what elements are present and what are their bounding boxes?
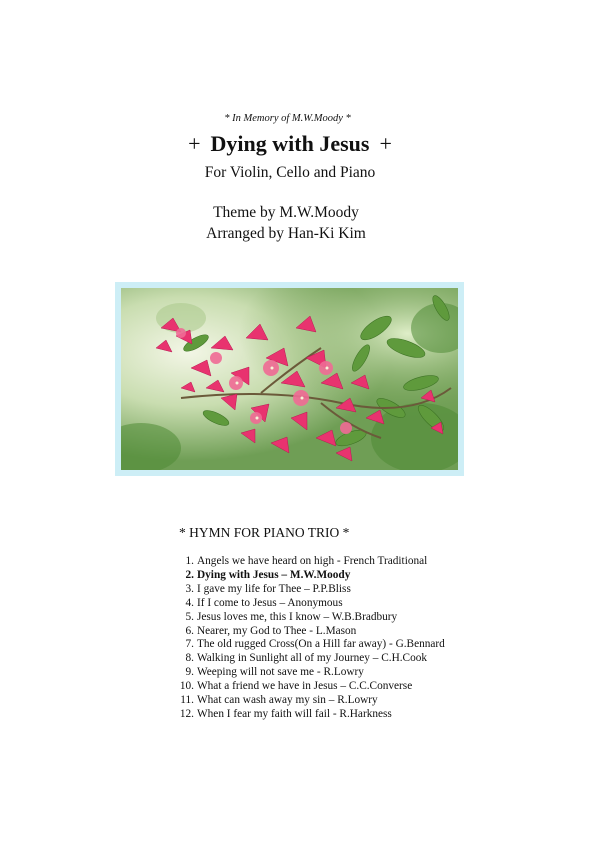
hymn-item: 10. What a friend we have in Jesus – C.C.Converse	[179, 680, 413, 693]
hymn-item: 1. Angels we have heard on high - French Traditional	[185, 555, 428, 567]
hymn-item: 12. When I fear my faith will fail - R.Harkness	[179, 707, 392, 720]
hymn-list-heading: * HYMN FOR PIANO TRIO *	[179, 525, 350, 540]
flower-illustration	[121, 288, 458, 470]
hymn-item: 8. Walking in Sunlight all of my Journey – C.H.Cook	[185, 652, 428, 665]
cross-right: +	[379, 131, 392, 156]
theme-credit: Theme by M.W.Moody	[213, 204, 359, 221]
instrumentation-subtitle: For Violin, Cello and Piano	[204, 164, 376, 181]
hymn-item: 11. What can wash away my sin – R.Lowry	[180, 694, 378, 707]
hymn-item: 4. If I come to Jesus – Anonymous	[185, 596, 343, 609]
cover-photo-frame	[115, 282, 464, 476]
hymn-item-current: 2. Dying with Jesus – M.W.Moody	[185, 568, 351, 581]
hymn-item: 3. I gave my life for Thee – P.P.Bliss	[185, 582, 351, 595]
hymn-item: 9. Weeping will not save me - R.Lowry	[185, 666, 364, 679]
memorial-dedication: * In Memory of M.W.Moody *	[224, 113, 351, 124]
hymn-item: 6. Nearer, my God to Thee - L.Mason	[185, 624, 357, 637]
hymn-item: 5. Jesus loves me, this I know – W.B.Bradbury	[185, 610, 398, 623]
arranger-credit: Arranged by Han-Ki Kim	[206, 225, 366, 242]
cross-left: +	[188, 131, 201, 156]
title-text: Dying with Jesus	[210, 131, 370, 156]
hymn-list	[179, 555, 445, 722]
bougainvillea-photo	[121, 288, 458, 470]
hymn-item: 7. The old rugged Cross(On a Hill far away) - G.Bennard	[185, 638, 445, 651]
page-title	[0, 131, 580, 157]
